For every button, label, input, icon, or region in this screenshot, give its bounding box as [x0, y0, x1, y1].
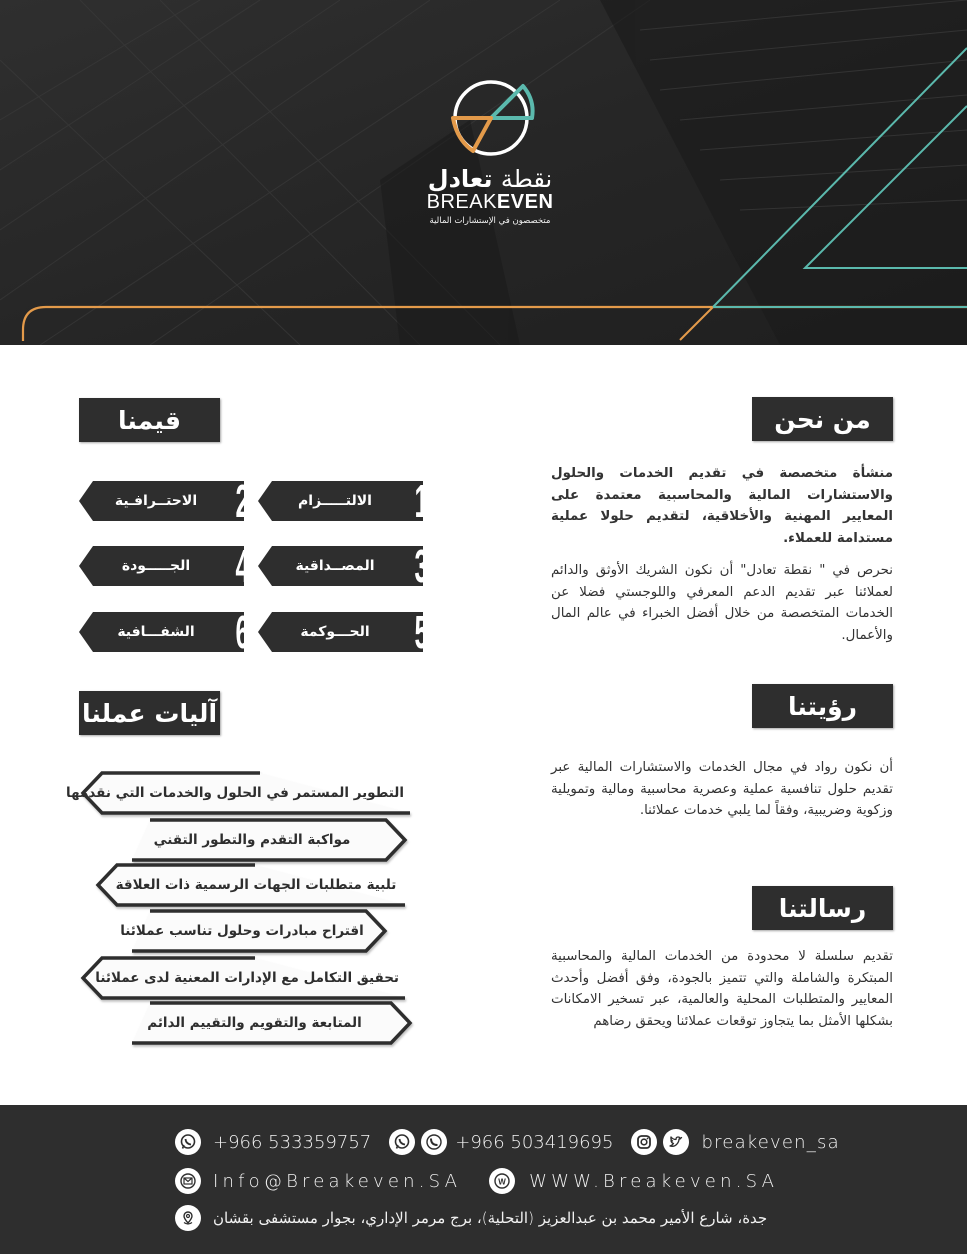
value-tag: [79, 475, 250, 527]
value-tag-number: 2: [235, 475, 250, 527]
footer-row-address: [175, 1205, 767, 1231]
value-tag: [258, 540, 429, 592]
instagram-icon: [631, 1129, 657, 1155]
address-text: جدة، شارع الأمير محمد بن عبدالعزيز (التحلية)، برج مرمر الإداري، بجوار مستشفى بقشان: [213, 1209, 768, 1227]
mechanism-label: اقتراح مبادرات وحلول تناسب عملائنا: [120, 923, 364, 939]
value-tag-label: الالتـــــزام: [298, 493, 372, 509]
logo-mark-icon: [435, 78, 545, 163]
website-link[interactable]: WWW.Breakeven.SA: [529, 1170, 779, 1192]
email-icon: [175, 1168, 201, 1194]
brand-name-arabic: [400, 165, 580, 193]
value-tag-label: المصــداقية: [295, 558, 375, 574]
value-tag-number: 4: [235, 540, 250, 592]
about-paragraph-2: نحرص في " نقطة تعادل" أن نكون الشريك الأوثق والدائم لعملائنا عبر تقديم الدعم المعرفي واللوجستي فضلا عن الخدمات المتخصصة من خلال أفضل الخبراء في عالم المال والأعمال.: [551, 563, 893, 643]
location-icon: [175, 1205, 201, 1231]
brand-name-english: [400, 191, 580, 214]
email-address[interactable]: Info@Breakeven.SA: [213, 1170, 462, 1192]
mechanism-item: [110, 817, 408, 863]
brand-name-ar-bold: تعادل: [427, 165, 493, 193]
svg-text:W: W: [498, 1177, 506, 1187]
mechanism-label: مواكبة التقدم والتطور التقني: [153, 832, 351, 848]
value-tag-number: 6: [235, 606, 250, 658]
vision-title: رؤيتنا: [752, 684, 893, 728]
mechanism-label: تلبية متطلبات الجهات الرسمية ذات العلاقة: [115, 877, 397, 893]
value-tag-label: الاحتــرافـية: [114, 493, 198, 509]
web-icon: [489, 1168, 515, 1194]
social-handle[interactable]: breakeven_sa: [701, 1131, 840, 1153]
phone-icon: [421, 1129, 447, 1155]
mechanism-item: [80, 955, 415, 1001]
about-title: من نحن: [752, 397, 893, 441]
whatsapp-icon: [389, 1129, 415, 1155]
phone-number-1[interactable]: +966 533359757: [213, 1131, 372, 1153]
brand-tagline: متخصصون في الإستشارات المالية: [429, 216, 551, 226]
mechanism-item: [110, 908, 388, 954]
mechanism-label: التطوير المستمر في الحلول والخدمات التي نقدمها: [66, 785, 404, 801]
vision-paragraph: أن نكون رواد في مجال الخدمات والاستشارات المالية عبر تقديم حلول تنافسية عملية وعصرية محاسبية ومالية وتمويلية وزكوية وضريبية، وفقاً لما يلبي خدمات عملائنا.: [551, 760, 893, 818]
header-banner: [0, 0, 967, 345]
footer-row-phones: [175, 1129, 840, 1155]
brand-name-ar-light: نقطة: [500, 165, 553, 193]
value-tag-number: 5: [414, 606, 429, 658]
value-tag-label: الشفـــافية: [117, 624, 195, 640]
mechanism-item: [66, 770, 420, 816]
about-paragraph-1: منشأة متخصصة في تقديم الخدمات والحلول والاستشارات المالية والمحاسبية معتمدة على المعايير المهنية والأخلاقية، لتقديم حلولا عملية مستدامة للعملاء.: [551, 466, 893, 546]
whatsapp-icon: [175, 1129, 201, 1155]
mechanisms-title: آليات عملنا: [79, 691, 220, 735]
value-tag: [79, 606, 250, 658]
value-tag-label: الجـــــودة: [121, 558, 191, 574]
value-tag-number: 1: [414, 475, 429, 527]
value-tag: [79, 540, 250, 592]
mechanism-item: [95, 862, 415, 908]
mechanism-item: [110, 1000, 413, 1046]
footer-row-web: [175, 1168, 778, 1194]
brand-logo: [400, 78, 580, 226]
twitter-icon: [663, 1129, 689, 1155]
footer-contact-bar: [0, 1105, 967, 1254]
value-tag: [258, 475, 429, 527]
phone-number-2[interactable]: +966 503419695: [455, 1131, 614, 1153]
brand-name-en-bold: EVEN: [496, 191, 554, 213]
mission-title: رسالتنا: [752, 886, 893, 930]
mechanism-label: تحقيق التكامل مع الإدارات المعنية لدى عملائنا: [95, 970, 399, 986]
mission-paragraph: تقديم سلسلة لا محدودة من الخدمات المالية والمحاسبية المبتكرة والشاملة والتي تتميز بالجودة، وفق أفضل وأحدث المعايير والمتطلبات المحلية والعالمية، عبر تسخير الامكانات بشكلها الأمثل بما يتجاوز توقعات عملائنا ويحقق رضاهم: [551, 949, 893, 1029]
value-tag: [258, 606, 429, 658]
mechanism-label: المتابعة والتقويم والتقييم الدائم: [147, 1015, 362, 1031]
value-tag-label: الحـــوكمة: [300, 624, 370, 640]
value-tag-number: 3: [414, 540, 429, 592]
values-title: قيمنا: [79, 398, 220, 442]
brand-name-en-light: BREAK: [426, 191, 497, 213]
